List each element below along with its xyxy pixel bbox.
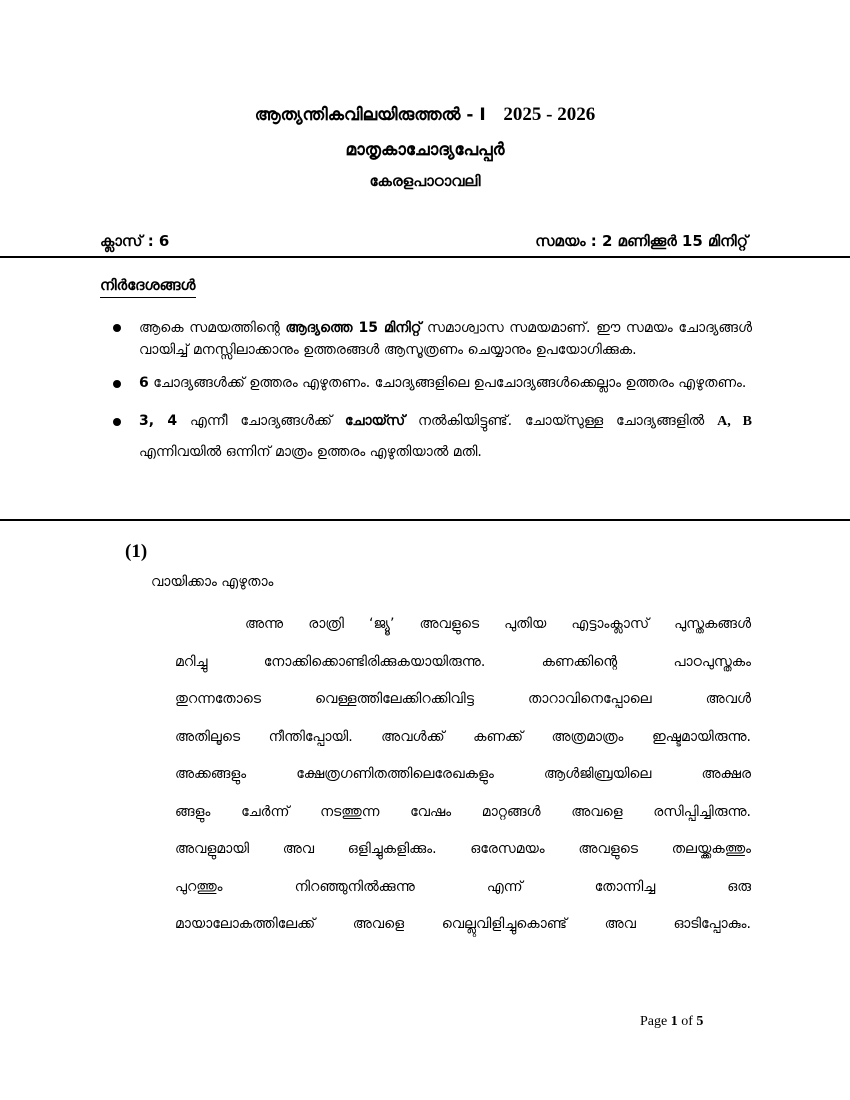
- divider-top: [0, 256, 850, 258]
- passage-line: അന്നു രാത്രി ‘ജ്യൂ’ അവളുടെ പുതിയ എട്ടാംക്ലാസ് പുസ്തകങ്ങൾ: [245, 616, 751, 632]
- question-subheading: വായിക്കാം എഴുതാം: [151, 574, 274, 590]
- instructions-heading: നിർദേശങ്ങൾ: [100, 276, 196, 298]
- reading-passage: [175, 606, 751, 944]
- subject-name: കേരളപാഠാവലി: [369, 172, 481, 190]
- paper-subtitle: മാതൃകാചോദ്യപേപ്പർ: [345, 140, 505, 160]
- exam-title: [0, 104, 850, 126]
- page-number: 1: [670, 1014, 678, 1029]
- passage-line: അക്കങ്ങളും ക്ഷേത്രഗണിതത്തിലെരേഖകളും ആൾജിബ്രയിലെ അക്ഷര: [175, 766, 751, 782]
- passage-line: മായാലോകത്തിലേക്ക് അവളെ വെല്ലുവിളിച്ചുകൊണ്ട് അവ ഓടിപ്പോകും.: [175, 916, 751, 932]
- instruction-item: ആകെ സമയത്തിന്റെ ആദ്യത്തെ 15 മിനിറ്റ് സമാശ്വാസ സമയമാണ്. ഈ സമയം ചോദ്യങ്ങൾ വായിച്ച് മനസ്സിലാക്കാനും ഉത്തരങ്ങൾ ആസൂത്രണം ചെയ്യാനും ഉപയോഗിക്കുക.: [110, 317, 752, 361]
- passage-line: അവളുമായി അവ ഒളിച്ചുകളിക്കും. ഒരേസമയം അവളുടെ തലയ്ക്കകത്തും: [175, 841, 751, 857]
- divider-bottom: [0, 519, 850, 521]
- exam-title-ml: ആത്യന്തികവിലയിരുത്തൽ - I: [254, 105, 486, 125]
- instruction-item: 3, 4 എന്നീ ചോദ്യങ്ങൾക്ക് ചോയ്സ് നൽകിയിട്ടുണ്ട്. ചോയ്സുള്ള ചോദ്യങ്ങളിൽ A, B എന്നിവയിൽ ഒന്നിന് മാത്രം ഉത്തരം എഴുതിയാൽ മതി.: [110, 406, 752, 468]
- instructions-list: [110, 317, 752, 468]
- question-number: (1): [125, 541, 148, 562]
- class-label: ക്ലാസ് : 6: [100, 232, 170, 250]
- page-word: Page: [640, 1014, 671, 1029]
- passage-line: മറിച്ചു നോക്കിക്കൊണ്ടിരിക്കുകയായിരുന്നു. കണക്കിന്റെ പാഠപുസ്തകം: [175, 653, 751, 670]
- page-footer: [640, 1014, 703, 1030]
- page-total: 5: [696, 1014, 704, 1029]
- instruction-item: 6 ചോദ്യങ്ങൾക്ക് ഉത്തരം എഴുതണം. ചോദ്യങ്ങളിലെ ഉപചോദ്യങ്ങൾക്കെല്ലാം ഉത്തരം എഴുതണം.: [110, 368, 752, 399]
- passage-line: ങ്ങളും ചേർന്ന് നടത്തുന്ന വേഷം മാറ്റങ്ങൾ അവളെ രസിപ്പിച്ചിരുന്നു.: [175, 803, 751, 820]
- passage-line: തുറന്നതോടെ വെള്ളത്തിലേക്കിറക്കിവിട്ട താറാവിനെപ്പോലെ അവൾ: [175, 691, 751, 707]
- time-label: സമയം : 2 മണിക്കൂർ 15 മിനിറ്റ്: [535, 232, 748, 250]
- of-word: of: [677, 1014, 697, 1029]
- bullet-icon: [113, 380, 121, 388]
- passage-line: പുറത്തും നിറഞ്ഞുനിൽക്കുന്നു എന്ന് തോന്നിച്ച ഒരു: [175, 878, 751, 895]
- bullet-icon: [113, 324, 121, 332]
- bullet-icon: [113, 418, 121, 426]
- passage-line: അതിലൂടെ നീന്തിപ്പോയി. അവൾക്ക് കണക്ക് അത്രമാത്രം ഇഷ്ടമായിരുന്നു.: [175, 728, 751, 745]
- exam-year: 2025 - 2026: [503, 104, 596, 125]
